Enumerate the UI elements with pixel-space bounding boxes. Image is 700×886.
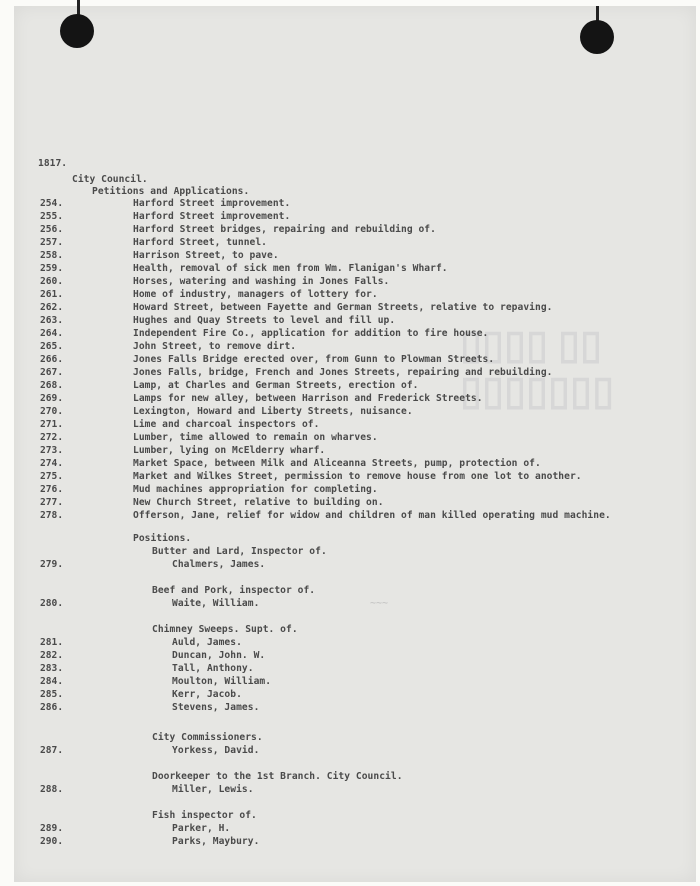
entry-text: Lexington, Howard and Liberty Streets, nuisance.: [133, 406, 413, 417]
entry-number: 258.: [40, 250, 64, 261]
positions-heading: Positions.: [133, 533, 192, 544]
position-title: Doorkeeper to the 1st Branch. City Council.: [152, 771, 403, 782]
entry-number: 272.: [40, 432, 64, 443]
entry-text: Lamps for new alley, between Harrison and Frederick Streets.: [133, 393, 483, 404]
entry-number: 288.: [40, 784, 64, 795]
document-page: [14, 6, 696, 882]
person-name: Moulton, William.: [172, 676, 272, 687]
entry-text: Harrison Street, to pave.: [133, 250, 279, 261]
entry-number: 279.: [40, 559, 64, 570]
entry-text: New Church Street, relative to building on.: [133, 497, 384, 508]
entry-number: 269.: [40, 393, 64, 404]
entry-number: 271.: [40, 419, 64, 430]
entry-number: 265.: [40, 341, 64, 352]
entry-number: 256.: [40, 224, 64, 235]
entry-text: John Street, to remove dirt.: [133, 341, 297, 352]
entry-text: Mud machines appropriation for completing.: [133, 484, 378, 495]
entry-text: Market Space, between Milk and Aliceanna Streets, pump, protection of.: [133, 458, 541, 469]
entry-text: Market and Wilkes Street, permission to remove house from one lot to another.: [133, 471, 582, 482]
entry-number: 254.: [40, 198, 64, 209]
person-name: Parker, H.: [172, 823, 231, 834]
entry-text: Lamp, at Charles and German Streets, erection of.: [133, 380, 419, 391]
position-title: Chimney Sweeps. Supt. of.: [152, 624, 298, 635]
entry-number: 283.: [40, 663, 64, 674]
person-name: Kerr, Jacob.: [172, 689, 242, 700]
person-name: Waite, William.: [172, 598, 260, 609]
entry-number: 260.: [40, 276, 64, 287]
entry-number: 286.: [40, 702, 64, 713]
entry-number: 273.: [40, 445, 64, 456]
entry-number: 277.: [40, 497, 64, 508]
entry-text: Independent Fire Co., application for addition to fire house.: [133, 328, 489, 339]
entry-number: 267.: [40, 367, 64, 378]
entry-number: 278.: [40, 510, 64, 521]
section-heading: City Council.: [72, 174, 148, 185]
entry-text: Lumber, time allowed to remain on wharves.: [133, 432, 378, 443]
person-name: Yorkess, David.: [172, 745, 260, 756]
person-name: Duncan, John. W.: [172, 650, 266, 661]
position-title: City Commissioners.: [152, 732, 263, 743]
entry-number: 268.: [40, 380, 64, 391]
entry-number: 280.: [40, 598, 64, 609]
entry-number: 285.: [40, 689, 64, 700]
entry-number: 284.: [40, 676, 64, 687]
entry-text: Lime and charcoal inspectors of.: [133, 419, 320, 430]
position-title: Butter and Lard, Inspector of.: [152, 546, 327, 557]
entry-text: Harford Street improvement.: [133, 198, 291, 209]
entry-number: 270.: [40, 406, 64, 417]
pencil-mark: ~~~: [370, 598, 389, 609]
entry-number: 263.: [40, 315, 64, 326]
entry-number: 255.: [40, 211, 64, 222]
entry-text: Howard Street, between Fayette and German Streets, relative to repaving.: [133, 302, 553, 313]
person-name: Parks, Maybury.: [172, 836, 260, 847]
entry-text: Harford Street bridges, repairing and rebuilding of.: [133, 224, 436, 235]
entry-number: 276.: [40, 484, 64, 495]
entry-number: 262.: [40, 302, 64, 313]
entry-text: Harford Street, tunnel.: [133, 237, 267, 248]
entry-text: Lumber, lying on McElderry wharf.: [133, 445, 326, 456]
entry-text: Horses, watering and washing in Jones Falls.: [133, 276, 390, 287]
person-name: Auld, James.: [172, 637, 242, 648]
entry-number: 287.: [40, 745, 64, 756]
person-name: Miller, Lewis.: [172, 784, 254, 795]
entry-number: 289.: [40, 823, 64, 834]
entry-number: 274.: [40, 458, 64, 469]
entry-number: 282.: [40, 650, 64, 661]
entry-text: Harford Street improvement.: [133, 211, 291, 222]
entry-number: 261.: [40, 289, 64, 300]
entry-number: 264.: [40, 328, 64, 339]
entry-text: Health, removal of sick men from Wm. Flanigan's Wharf.: [133, 263, 448, 274]
entry-number: 275.: [40, 471, 64, 482]
entry-text: Offerson, Jane, relief for widow and children of man killed operating mud machine.: [133, 510, 611, 521]
punch-hole-right: [580, 20, 614, 54]
position-title: Fish inspector of.: [152, 810, 257, 821]
entry-number: 257.: [40, 237, 64, 248]
entry-number: 290.: [40, 836, 64, 847]
bleed-through-marks: ▯▯▯▯ ▯▯ ▯▯▯▯▯▯▯: [460, 322, 615, 413]
person-name: Chalmers, James.: [172, 559, 266, 570]
entry-number: 266.: [40, 354, 64, 365]
year-heading: 1817.: [38, 158, 68, 169]
position-title: Beef and Pork, inspector of.: [152, 585, 316, 596]
entry-text: Hughes and Quay Streets to level and fill up.: [133, 315, 396, 326]
person-name: Stevens, James.: [172, 702, 260, 713]
subsection-heading: Petitions and Applications.: [92, 186, 250, 197]
entry-text: Jones Falls Bridge erected over, from Gunn to Plowman Streets.: [133, 354, 495, 365]
entry-text: Home of industry, managers of lottery for.: [133, 289, 378, 300]
entry-text: Jones Falls, bridge, French and Jones Streets, repairing and rebuilding.: [133, 367, 553, 378]
entry-number: 259.: [40, 263, 64, 274]
person-name: Tall, Anthony.: [172, 663, 254, 674]
punch-hole-left: [60, 14, 94, 48]
entry-number: 281.: [40, 637, 64, 648]
